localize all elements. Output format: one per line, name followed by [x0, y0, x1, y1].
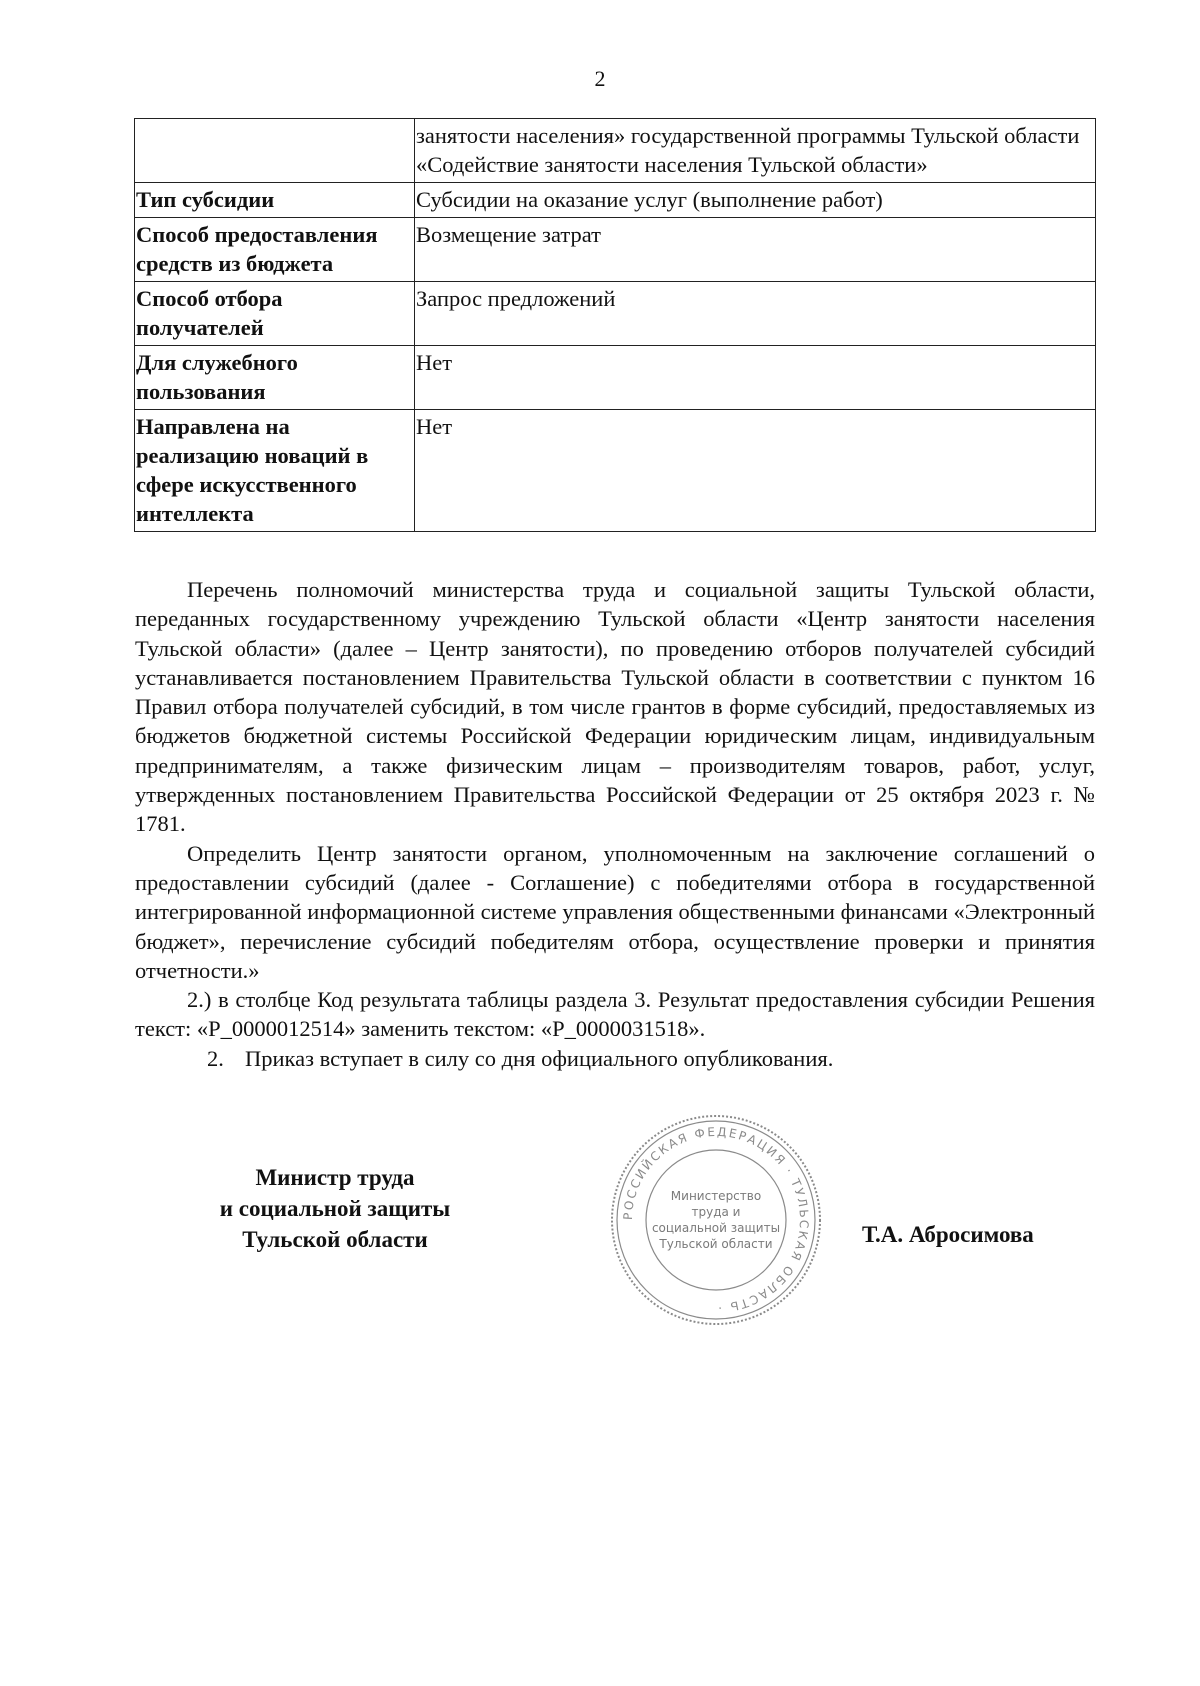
table-row	[135, 282, 1096, 346]
item-number: 2.	[207, 1045, 224, 1071]
role-line: Тульской области	[242, 1227, 428, 1252]
signatory-name: Т.А. Абросимова	[862, 1222, 1034, 1247]
table-key-cell: Направлена на реализацию новаций в сфере искусственного интеллекта	[135, 410, 415, 532]
table-row	[135, 218, 1096, 282]
seal-line: Тульской области	[659, 1237, 773, 1251]
table-value-cell: Нет	[415, 346, 1096, 410]
signatory-role	[185, 1162, 485, 1255]
table-key-cell	[135, 119, 415, 183]
table-row	[135, 410, 1096, 532]
svg-text:РОССИЙСКАЯ ФЕДЕРАЦИЯ · ТУЛЬСКА: РОССИЙСКАЯ ФЕДЕРАЦИЯ · ТУЛЬСКАЯ ОБЛАСТЬ ·	[620, 1124, 812, 1316]
seal-line: труда и	[691, 1205, 741, 1219]
table-key-cell: Тип субсидии	[135, 183, 415, 218]
page-number: 2	[594, 66, 606, 91]
table-key-cell: Способ отбора получателей	[135, 282, 415, 346]
paragraph-employment-center: Определить Центр занятости органом, уполномоченным на заключение соглашений о предоставлении субсидий (далее - Соглашение) с победителями отбора в государственной интегрированной информационной системе управления общественными финансами «Электронный бюджет», перечисление субсидий победителям отбора, осуществление проверки и принятия отчетности.»	[135, 840, 1095, 983]
table-row	[135, 346, 1096, 410]
subsidy-info-table	[134, 118, 1096, 532]
role-line: Министр труда	[255, 1165, 415, 1190]
body-text	[135, 575, 1095, 1073]
role-line: и социальной защиты	[219, 1196, 451, 1221]
table-row	[135, 119, 1096, 183]
table-row	[135, 183, 1096, 218]
list-item-2	[135, 1044, 1095, 1073]
table-value-cell: Субсидии на оказание услуг (выполнение работ)	[415, 183, 1096, 218]
table-value-cell: занятости населения» государственной программы Тульской области «Содействие занятости населения Тульской области»	[415, 119, 1096, 183]
seal-line: социальной защиты	[651, 1221, 781, 1235]
table-value-cell: Запрос предложений	[415, 282, 1096, 346]
table-key-cell: Способ предоставления средств из бюджета	[135, 218, 415, 282]
table-value-cell: Нет	[415, 410, 1096, 532]
paragraph-powers: Перечень полномочий министерства труда и социальной защиты Тульской области, переданных государственному учреждению Тульской области «Центр занятости населения Тульской области» (далее – Центр занятости), по проведению отборов получателей субсидий устанавливается постановлением Правительства Тульской области в соответствии с пунктом 16 Правил отбора получателей субсидий, в том числе грантов в форме субсидий, предоставляемых из бюджетов бюджетной системы Российской Федерации юридическим лицам, индивидуальным предпринимателям, а также физическим лицам – производителям товаров, работ, услуг, утвержденных постановлением Правительства Российской Федерации от 25 октября 2023 г. № 1781.	[135, 577, 1095, 837]
seal-line: Министерство	[670, 1189, 762, 1203]
official-seal	[608, 1112, 824, 1328]
paragraph-result-code: 2.) в столбце Код результата таблицы раздела 3. Результат предоставления субсидии Решения текст: «P_0000012514» заменить текстом: «P_0000031518».	[135, 987, 1095, 1042]
item-text: Приказ вступает в силу со дня официального опубликования.	[245, 1045, 834, 1071]
table-value-cell: Возмещение затрат	[415, 218, 1096, 282]
table-key-cell: Для служебного пользования	[135, 346, 415, 410]
